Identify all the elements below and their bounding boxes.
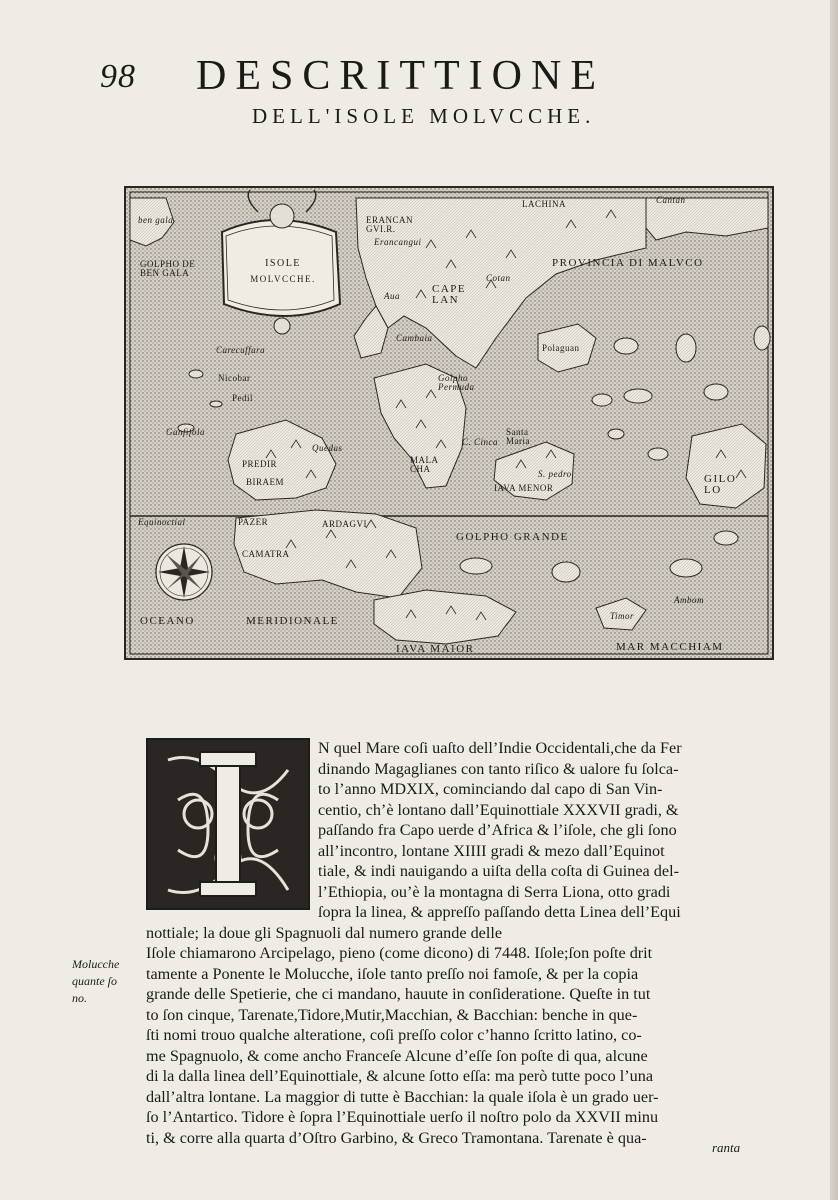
label-erancangui: Erancangui (374, 237, 422, 247)
label-meridionale: MERIDIONALE (246, 615, 339, 627)
decorated-initial (146, 738, 310, 910)
text-line: tiale, & indi nauigando a uiſta della coſta di Guinea del- (318, 862, 679, 880)
label-ganfifola: Ganfifola (166, 427, 206, 437)
cartouche-line-2: MOLVCCHE. (250, 274, 316, 284)
label-iava-maior: IAVA MAIOR (396, 643, 475, 655)
text-line: paſſando fra Capo uerde d’Africa & l’iſole, che gli ſono (318, 821, 677, 839)
label-gilolo: GILO LO (704, 473, 737, 496)
text-line: centio, ch’è lontano dall’Equinottiale XXXVII gradi, & (318, 800, 679, 819)
label-erancan: ERANCAN GVI.R. (366, 215, 414, 234)
margin-note-line: Molucche (72, 957, 120, 971)
cartouche-line-1: ISOLE (265, 258, 301, 269)
text-line: dinando Magaglianes con tanto riſico & ualore fu ſolca- (318, 759, 679, 778)
cartouche-title (230, 258, 336, 285)
text-line: tamente a Ponente le Molucche, iſole tanto preſſo noi famoſe, & per la copia (146, 964, 639, 983)
label-biraem: BIRAEM (246, 477, 285, 487)
page-title: DESCRITTIONE (196, 53, 605, 99)
label-pazer: PAZER (238, 517, 269, 527)
label-cantan: Cantan (656, 195, 686, 205)
text-line: di la dalla linea dell’Equinottiale, & alcune ſotto eſſa: ma però tutte poco l’una (146, 1067, 654, 1085)
label-s-pedro: S. pedro (538, 469, 572, 479)
text-line: l’Ethiopia, ou’è la montagna di Serra Liona, otto gradi (318, 882, 671, 901)
margin-note-line: quante ſo (72, 974, 117, 988)
label-carecuffara: Carecuffara (216, 345, 266, 355)
margin-note-line: no. (72, 991, 87, 1005)
label-cambaia: Cambaia (396, 333, 433, 343)
label-santa-maria: Santa Maria (506, 427, 530, 446)
label-equinoctial: Equinoctial (138, 517, 186, 527)
label-lachina: LACHINA (522, 199, 566, 209)
text-line: all’incontro, lontane XIIII gradi & mezo dall’Equinot (318, 841, 665, 860)
label-mar-macchiam: MAR MACCHIAM (616, 641, 724, 653)
label-timor: Timor (610, 611, 635, 621)
text-line: to l’anno MDXIX, cominciando dal capo di San Vin- (318, 780, 663, 798)
text-line: ſti nomi trouo qualche alteratione, coſi preſſo color c’hanno ſcritto latino, co- (146, 1026, 642, 1044)
label-provincia-malvco: PROVINCIA DI MALVCO (552, 257, 704, 269)
label-oceano: OCEANO (140, 615, 195, 627)
text-line: me Spagnuolo, & come ancho Franceſe Alcune d’eſſe ſon poſte di qua, alcune (146, 1046, 648, 1065)
compass-rose (156, 544, 212, 600)
page-edge (830, 0, 838, 1200)
label-cinca: C. Cinca (462, 437, 499, 447)
label-golpho-bengala: GOLPHO DE BEN GALA (140, 259, 196, 278)
initial-i-ornament (148, 740, 308, 908)
label-capelan: CAPE LAN (432, 283, 467, 306)
text-line: dall’altra lontane. La maggior di tutte è Bacchian: la quale iſola è un grado uer- (146, 1087, 659, 1106)
text-line: ti, & corre alla quarta d’Oſtro Garbino, & Greco Tramontana. Tarenate è qua- (146, 1128, 647, 1147)
body-text (146, 738, 778, 1148)
label-malacha: MALA CHA (410, 455, 439, 474)
catchword: ranta (712, 1140, 741, 1155)
label-golpho-permuda: Golpho Permuda (438, 373, 475, 392)
text-line: Iſole chiamarono Arcipelago, pieno (come dicono) di 7448. Iſole;ſon poſte drit (146, 944, 653, 962)
page-subtitle: DELL'ISOLE MOLVCCHE. (252, 104, 596, 128)
label-predir: PREDIR (242, 459, 278, 469)
label-polaguan: Polaguan (542, 343, 580, 353)
text-line: nottiale; la doue gli Spagnuoli dal numero grande delle (146, 923, 503, 942)
label-nicobar: Nicobar (218, 373, 251, 383)
label-ardagui: ARDAGVI (322, 519, 367, 529)
map-engraving (124, 186, 774, 660)
label-bengala: ben gala (138, 215, 174, 225)
label-aua: Aua (384, 291, 400, 301)
text-line: ſopra la linea, & appreſſo paſſando detta Linea dell’Equi (318, 903, 681, 921)
label-pedil: Pedil (232, 393, 254, 403)
label-cotan: Cotan (486, 273, 511, 283)
label-ambom: Ambom (674, 595, 704, 605)
label-iava-menor: IAVA MENOR (494, 483, 554, 493)
text-line: N quel Mare coſi uaſto dell’Indie Occidentali,che da Fer (318, 739, 682, 757)
margin-note (72, 956, 136, 1007)
text-line: ſo l’Antartico. Tidore è ſopra l’Equinottiale uerſo il noſtro polo da XXVII minu (146, 1108, 659, 1126)
text-line: to ſon cinque, Tarenate,Tidore,Mutir,Macchian, & Bacchian: benche in que- (146, 1005, 638, 1024)
text-line: grande delle Spetierie, che ci mandano, hauute in conſideratione. Queſte in tut (146, 985, 651, 1003)
page-number: 98 (100, 58, 136, 95)
label-camatra: CAMATRA (242, 549, 290, 559)
label-quedas: Quedas (312, 443, 343, 453)
label-golpho-grande: GOLPHO GRANDE (456, 531, 569, 543)
